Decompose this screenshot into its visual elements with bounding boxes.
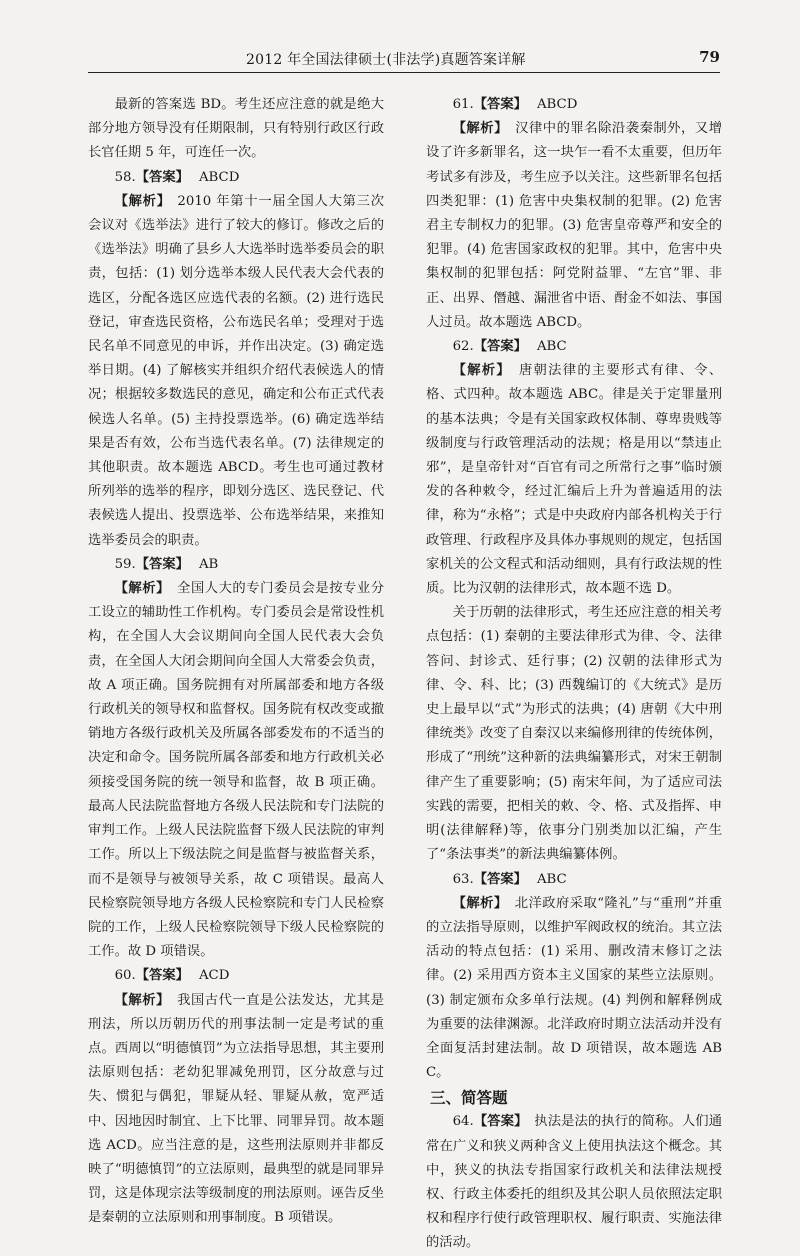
question-number: 63. — [452, 871, 474, 887]
analysis-paragraph — [426, 359, 722, 601]
body-paragraph: 最新的答案选 BD。考生还应注意的就是绝大部分地方领导没有任期限制，只有特别行政区行政长官任期 5 年，可连任一次。 — [88, 97, 384, 161]
right-column — [426, 93, 722, 1256]
question-number: 59. — [114, 556, 136, 572]
analysis-text: 汉律中的罪名除沿袭秦制外，又增设了许多新罪名，这一块乍一看不太重要，但历年考试多有涉及，考生应予以关注。这些新罪名包括四类犯罪：(1) 危害中央集权制的犯罪。(2) 危害君主专制权力的犯罪。(3) 危害皇帝尊严和安全的犯罪。(4) 危害国家政权的犯罪。其中，危害中央集权制的犯罪包括：阿党附益罪、“左官”罪、非正、出界、僭越、漏泄省中语、酎金不如法、事国人过员。故本题选 ABCD。 — [426, 121, 723, 330]
answer-line — [426, 868, 722, 892]
left-column — [88, 93, 384, 1231]
page-number: 79 — [699, 48, 720, 66]
question-number: 62. — [452, 339, 474, 355]
analysis-text: 2010 年第十一届全国人大第三次会议对《选举法》进行了较大的修订。修改之后的《选举法》明确了县乡人大选举时选举委员会的职责，包括：(1) 划分选举本级人民代表大会代表的选区，分配各选区应选代表的名额。(2) 进行选民登记，审查选民资格，公布选民名单；受理对于选民名单不同意见的申诉，并作出决定。(3) 确定选举日期。(4) 了解核实并组织介绍代表候选人的情况；根据较多数选民的意见，确定和公布正式代表候选人名单。(5) 主持投票选举。(6) 确定选举结果是否有效，公布当选代表名单。(7) 法律规定的其他职责。故本题选 ABCD。考生也可通过教材所列举的选举的程序，即划分选区、选民登记、代表候选人提出、投票选举、公布选举结果，来推知选举委员会的职责。 — [88, 193, 384, 548]
answer-value: ABCD — [536, 97, 578, 112]
answer-tag: 【答案】 — [135, 968, 189, 984]
answer-text: 执法是法的执行的简称。人们通常在广义和狭义两种含义上使用执法这个概念。其中，狭义的执法专指国家行政机关和法律法规授权、行政主体委托的组织及其公职人员依照法定职权和程序行使行政管理职权、履行职责、实施法律的活动。 — [426, 1114, 723, 1251]
answer-line — [426, 335, 722, 359]
analysis-tag: 【解析】 — [452, 363, 511, 379]
analysis-text: 全国人大的专门委员会是按专业分工设立的辅助性工作机构。专门委员会是常设性机构，在全国人大会议期间向全国人民代表大会负责，在全国人大闭会期间向全国人大常委会负责，故 A 项正确。国务院拥有对所属部委和地方各级行政机关的领导权和监督权。国务院有权改变或撤销地方各级行政机关及所属各部委发布的不适当的决定和命令。国务院所属各部委和地方行政机关必须接受国务院的统一领导和监督，故 B 项正确。最高人民法院监督地方各级人民法院和专门法院的审判工作。上级人民法院监督下级人民法院的审判工作。所以上下级法院之间是监督与被监督关系，而不是领导与被领导关系，故 C 项错误。最高人民检察院领导地方各级人民检察院和专门人民检察院的工作，上级人民检察院领导下级人民检察院的工作。故 D 项错误。 — [88, 581, 385, 960]
analysis-text: 北洋政府采取“隆礼”与“重刑”并重的立法指导原则，以维护军阀政权的统治。其立法活动的特点包括：(1) 采用、删改清末修订之法律。(2) 采用西方资本主义国家的某些立法原则。(3) 制定颁布众多单行法规。(4) 判例和解释例成为重要的法律渊源。北洋政府时期立法活动并没有全面复活封建法制。故 D 项错误，故本题选 ABC。 — [426, 895, 722, 1081]
analysis-tag: 【解析】 — [114, 581, 170, 597]
answer-line — [88, 166, 384, 190]
answer-value: ABCD — [198, 169, 240, 185]
answer-tag: 【答案】 — [473, 97, 527, 112]
analysis-text: 唐朝法律的主要形式有律、令、格、式四种。故本题选 ABC。律是关于定罪量刑的基本法典；令是有关国家政权体制、尊卑贵贱等级制度与行政管理活动的法规；格是用以“禁违止邪”，是皇帝针对“百官有司之所常行之事”临时颁发的各种敕令，经过汇编后上升为普遍适用的法律，称为“永格”；式是中央政府内部各机构关于行政管理、行政程序及具体办事规则的规定，包括国家机关的公文程式和活动细则，具有行政法规的性质。比为汉朝的法律形式，故本题不选 D。 — [426, 363, 723, 597]
analysis-tag: 【解析】 — [452, 121, 508, 137]
answer-tag: 【答案】 — [473, 871, 527, 887]
answer-tag: 【答案】 — [135, 169, 189, 185]
answer-tag: 【答案】 — [135, 556, 189, 572]
header-title: 2012 年全国法律硕士(非法学)真题答案详解 — [246, 52, 526, 68]
analysis-paragraph — [426, 117, 722, 335]
answer-value: ABC — [536, 339, 567, 355]
analysis-paragraph — [88, 190, 384, 553]
analysis-tag: 【解析】 — [452, 895, 508, 911]
running-header — [88, 46, 720, 73]
answer-tag: 【答案】 — [473, 1114, 528, 1130]
body-paragraph: 关于历朝的法律形式，考生还应注意的相关考点包括：(1) 秦朝的主要法律形式为律、令、法律答问、封诊式、廷行事；(2) 汉朝的法律形式为律、令、科、比；(3) 西魏编订的《大统式》是历史上最早以“式”为形式的法典；(4) 唐朝《大中刑律统类》改变了自秦汉以来编修刑律的传统体例，形成了“刑统”这种新的法典编纂形式，对宋王朝制律产生了重要影响；(5) 南宋年间，为了适应司法实践的需要，把相关的敕、令、格、式及指挥、申明(法律解释)等，依事分门别类加以汇编，产生了“条法事类”的新法典编纂体例。 — [426, 605, 722, 863]
answer-value: ABC — [536, 871, 567, 887]
question-number: 58. — [114, 169, 136, 185]
analysis-text: 我国古代一直是公法发达，尤其是刑法，所以历朝历代的刑事法制一定是考试的重点。西周以“明德慎罚”为立法指导思想，其主要刑法原则包括：老幼犯罪减免刑罚，区分故意与过失、惯犯与偶犯，罪疑从轻、罪疑从赦，宽严适中、因地因时制宜、上下比罪、同罪异罚。故本题选 ACD。应当注意的是，这些刑法原则并非都反映了“明德慎罚”的立法原则，最典型的就是同罪异罚，这是体现宗法等级制度的刑法原则。诬告反坐是秦朝的立法原则和刑事制度。B 项错误。 — [88, 992, 385, 1226]
answer-line — [88, 964, 384, 988]
question-number: 64. — [452, 1114, 474, 1130]
answer-value: AB — [198, 556, 219, 572]
answer-tag: 【答案】 — [473, 339, 527, 355]
analysis-tag: 【解析】 — [114, 193, 171, 209]
answer-line — [88, 553, 384, 577]
analysis-paragraph — [426, 892, 722, 1086]
answer-value: ACD — [198, 968, 230, 984]
section-heading: 三、简答题 — [430, 1088, 508, 1108]
answer-line — [426, 93, 722, 117]
analysis-paragraph — [88, 989, 384, 1231]
analysis-paragraph — [88, 577, 384, 964]
question-number: 61. — [452, 97, 474, 112]
answer-paragraph — [426, 1110, 722, 1255]
analysis-tag: 【解析】 — [114, 992, 170, 1008]
question-number: 60. — [114, 968, 136, 984]
